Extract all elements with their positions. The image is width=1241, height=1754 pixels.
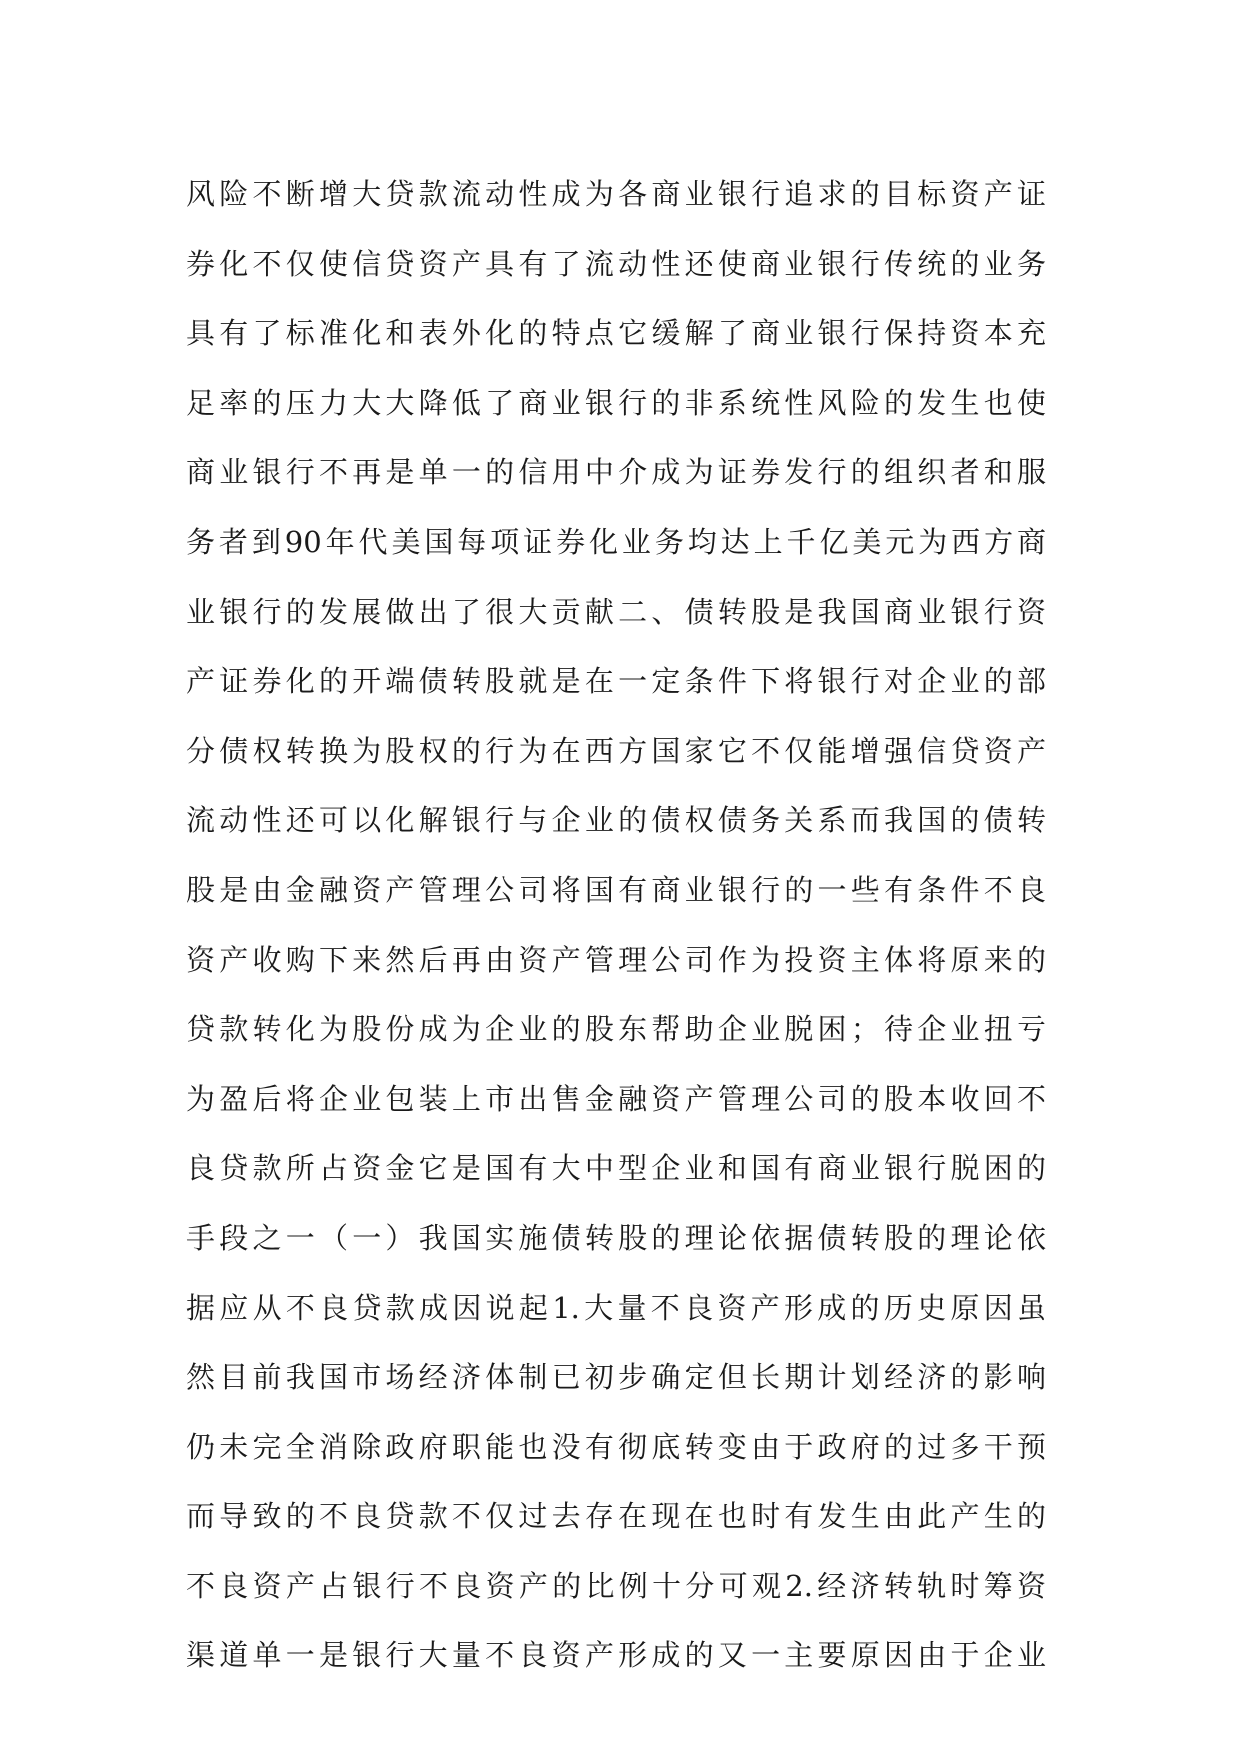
text-line-10: 流动性还可以化解银行与企业的债权债务关系而我国的债转 bbox=[186, 803, 1046, 838]
text-line-7: 业银行的发展做出了很大贡献二、债转股是我国商业银行资 bbox=[186, 594, 1046, 629]
text-line-16: 手段之一（一）我国实施债转股的理论依据债转股的理论依 bbox=[186, 1220, 1046, 1255]
text-line-9: 分债权转换为股权的行为在西方国家它不仅能增强信贷资产 bbox=[186, 733, 1046, 768]
text-line-3: 具有了标准化和表外化的特点它缓解了商业银行保持资本充 bbox=[186, 316, 1046, 351]
text-line-6: 务者到90年代美国每项证券化业务均达上千亿美元为西方商 bbox=[186, 524, 1046, 559]
text-line-14: 为盈后将企业包装上市出售金融资产管理公司的股本收回不 bbox=[186, 1081, 1046, 1116]
text-line-17: 据应从不良贷款成因说起1.大量不良资产形成的历史原因虽 bbox=[186, 1290, 1046, 1325]
text-line-2: 券化不仅使信贷资产具有了流动性还使商业银行传统的业务 bbox=[186, 246, 1046, 281]
text-line-20: 而导致的不良贷款不仅过去存在现在也时有发生由此产生的 bbox=[186, 1499, 1046, 1534]
text-line-13: 贷款转化为股份成为企业的股东帮助企业脱困；待企业扭亏 bbox=[186, 1012, 1046, 1047]
text-line-11: 股是由金融资产管理公司将国有商业银行的一些有条件不良 bbox=[186, 872, 1046, 907]
text-line-21: 不良资产占银行不良资产的比例十分可观2.经济转轨时筹资 bbox=[186, 1568, 1046, 1603]
text-line-22: 渠道单一是银行大量不良资产形成的又一主要原因由于企业 bbox=[186, 1638, 1046, 1673]
text-line-19: 仍未完全消除政府职能也没有彻底转变由于政府的过多干预 bbox=[186, 1429, 1046, 1464]
text-line-15: 良贷款所占资金它是国有大中型企业和国有商业银行脱困的 bbox=[186, 1151, 1046, 1186]
text-line-12: 资产收购下来然后再由资产管理公司作为投资主体将原来的 bbox=[186, 942, 1046, 977]
body-text bbox=[186, 160, 1046, 1691]
text-line-18: 然目前我国市场经济体制已初步确定但长期计划经济的影响 bbox=[186, 1360, 1046, 1395]
text-line-5: 商业银行不再是单一的信用中介成为证券发行的组织者和服 bbox=[186, 455, 1046, 490]
text-line-1: 风险不断增大贷款流动性成为各商业银行追求的目标资产证 bbox=[186, 177, 1046, 211]
text-line-8: 产证券化的开端债转股就是在一定条件下将银行对企业的部 bbox=[186, 664, 1046, 699]
text-line-4: 足率的压力大大降低了商业银行的非系统性风险的发生也使 bbox=[186, 385, 1046, 420]
